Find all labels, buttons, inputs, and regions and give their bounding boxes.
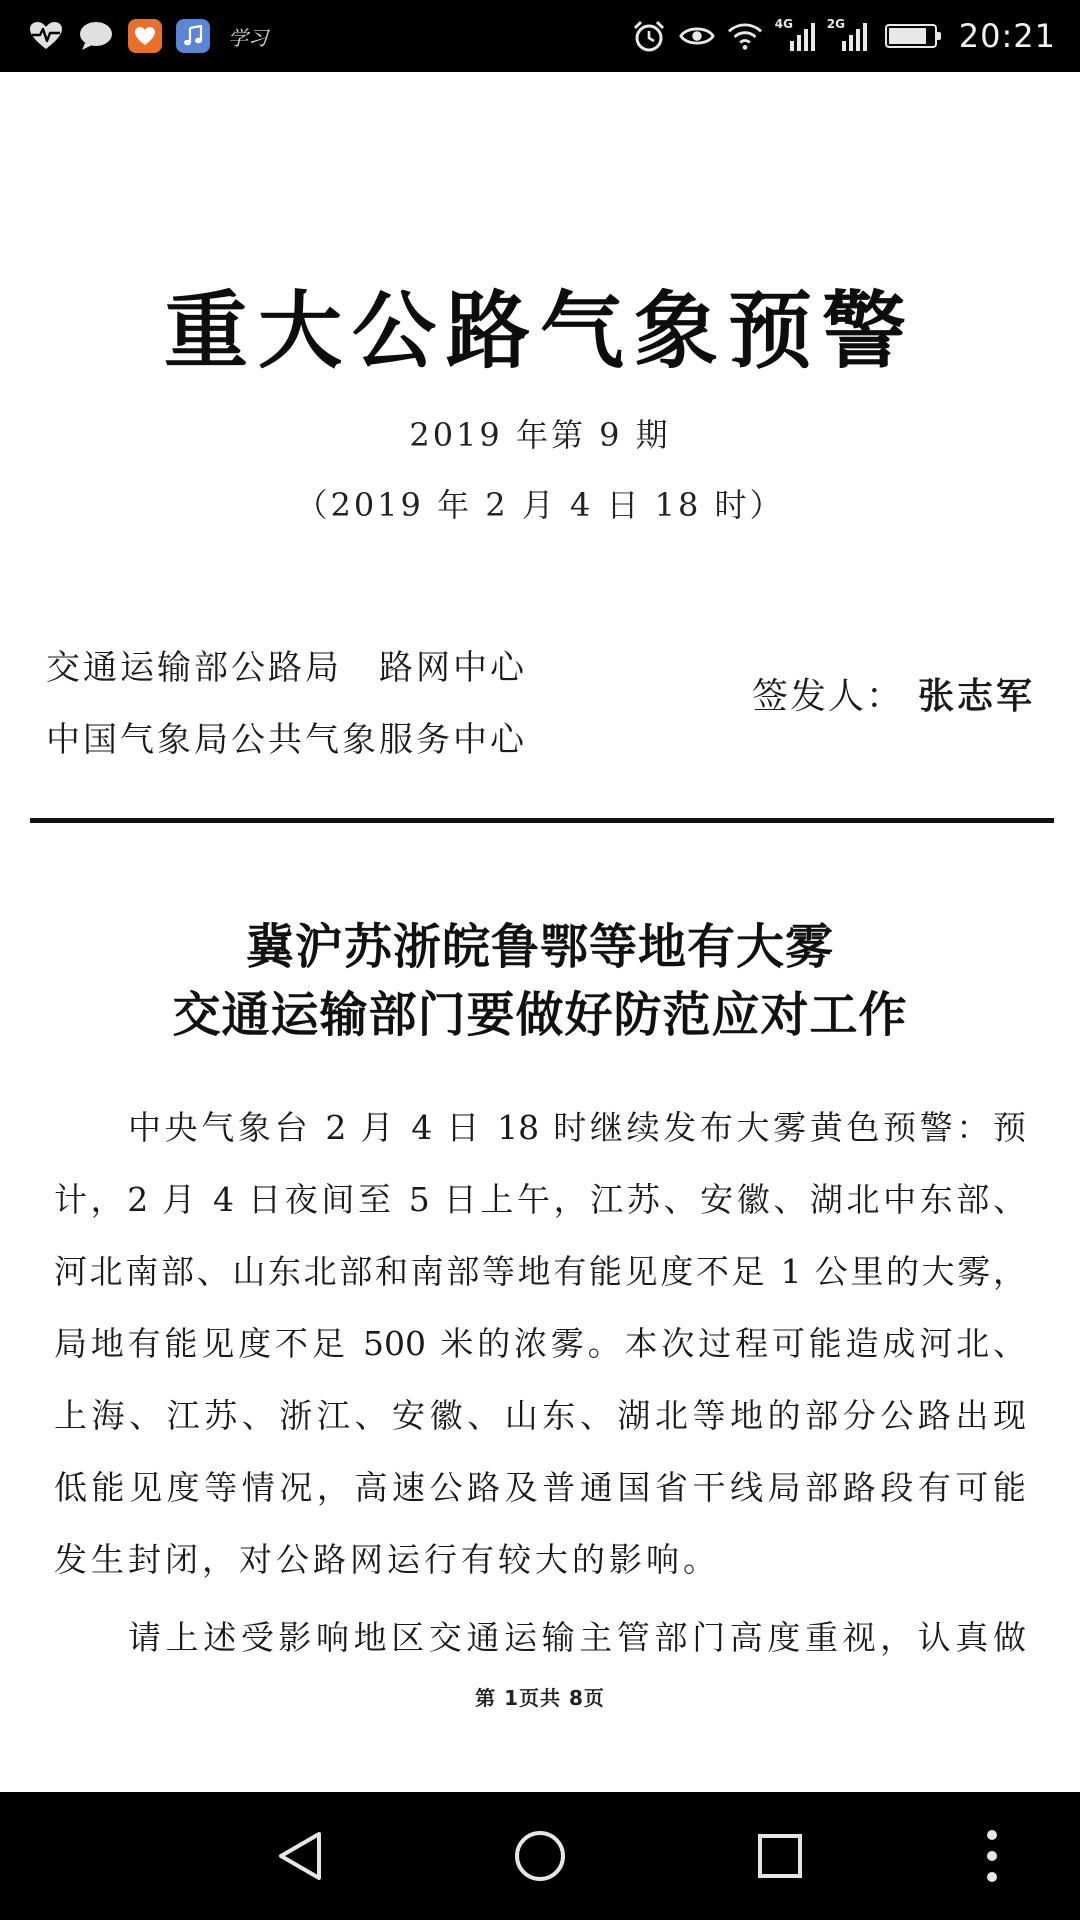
back-triangle-icon	[275, 1830, 325, 1882]
heartbeat-icon	[28, 18, 64, 54]
signer-label: 签发人：	[752, 676, 905, 717]
home-button[interactable]	[504, 1820, 576, 1892]
signal-4g-icon	[775, 19, 815, 53]
heart-app-icon	[128, 19, 162, 53]
signal-2g-icon	[827, 19, 867, 53]
page-indicator: 第 1页共 8页	[475, 1686, 605, 1710]
home-circle-icon	[513, 1829, 567, 1883]
body-line: 发生封闭，对公路网运行有较大的影响。	[54, 1540, 720, 1579]
signer	[752, 668, 1035, 719]
more-vertical-icon	[985, 1828, 999, 1884]
navigation-bar	[0, 1792, 1080, 1920]
body-line: 上海、江苏、浙江、安徽、山东、湖北等地的部分公路出现	[54, 1396, 1026, 1435]
notification-icons	[28, 16, 268, 56]
body-line: 请上述受影响地区交通运输主管部门高度重视，认真做	[128, 1618, 1026, 1657]
header-divider	[30, 818, 1054, 823]
signer-name: 张志军	[918, 676, 1036, 717]
chat-bubble-icon	[78, 18, 114, 54]
wifi-icon	[727, 18, 763, 54]
back-button[interactable]	[264, 1820, 336, 1892]
status-bar	[0, 0, 1080, 72]
music-app-icon	[176, 19, 210, 53]
issuer-line-2: 中国气象局公共气象服务中心	[46, 720, 527, 760]
clock: 20:21	[958, 17, 1056, 55]
network-type-primary: 4G	[774, 17, 793, 31]
body-line: 低能见度等情况，高速公路及普通国省干线局部路段有可能	[54, 1468, 1026, 1507]
battery-icon	[885, 24, 937, 48]
battery-level	[889, 28, 926, 44]
issuer-line-1: 交通运输部公路局 路网中心	[46, 648, 527, 688]
document-title: 重大公路气象预警	[163, 282, 916, 380]
body-line: 河北南部、山东北部和南部等地有能见度不足 1 公里的大雾，	[54, 1252, 1026, 1291]
body-line: 计，2 月 4 日夜间至 5 日上午，江苏、安徽、湖北中东部、	[54, 1180, 1026, 1219]
body-line: 中央气象台 2 月 4 日 18 时继续发布大雾黄色预警：预	[128, 1108, 1026, 1147]
recent-apps-button[interactable]	[744, 1820, 816, 1892]
alarm-icon	[631, 18, 667, 54]
issue-number: 2019 年第 9 期	[409, 416, 671, 454]
study-app-label: 学习	[228, 25, 268, 50]
system-indicators	[631, 12, 1056, 60]
recent-square-icon	[757, 1833, 803, 1879]
issue-date: （2019 年 2 月 4 日 18 时）	[295, 486, 785, 524]
more-options-button[interactable]	[956, 1820, 1028, 1892]
headline-line-2: 交通运输部门要做好防范应对工作	[172, 987, 908, 1043]
headline-line-1: 冀沪苏浙皖鲁鄂等地有大雾	[245, 919, 834, 975]
body-line: 局地有能见度不足 500 米的浓雾。本次过程可能造成河北、	[54, 1324, 1026, 1363]
network-type-secondary: 2G	[826, 17, 845, 31]
document-page[interactable]	[0, 72, 1080, 1792]
eye-icon	[679, 18, 715, 54]
